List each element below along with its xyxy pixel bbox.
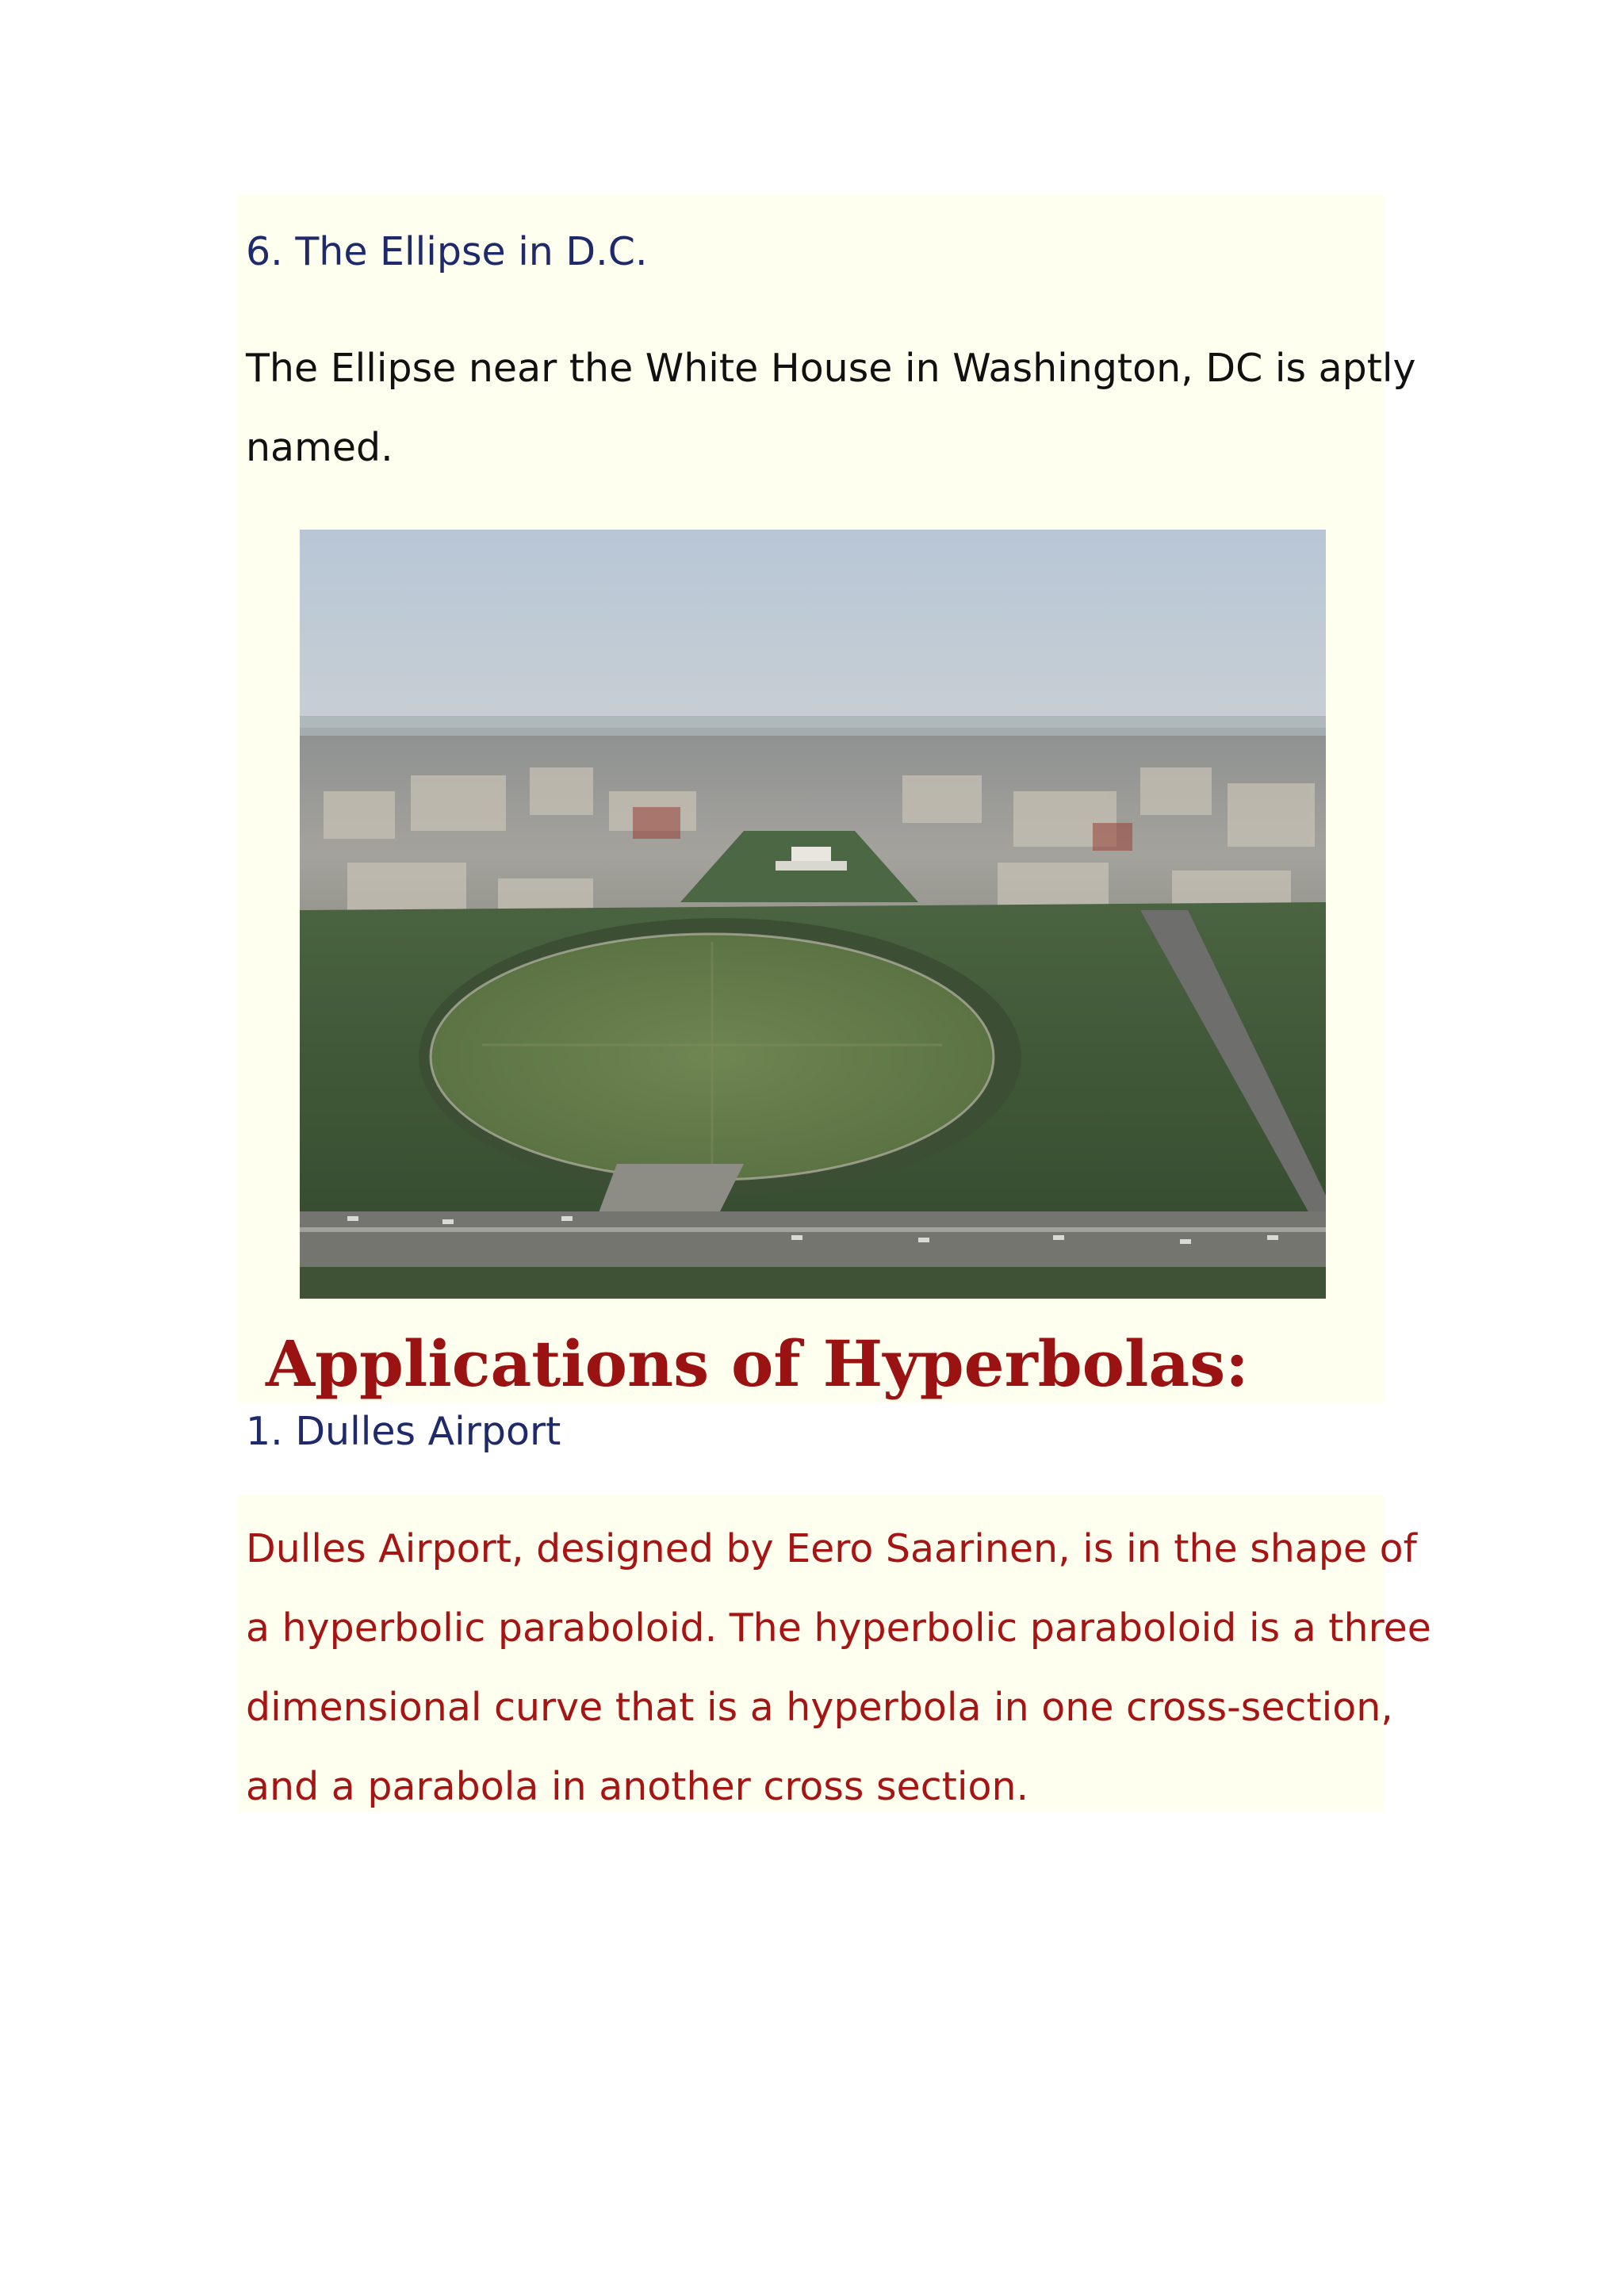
ellipse-aerial-photo xyxy=(300,530,1326,1299)
dulles-body-line-3: dimensional curve that is a hyperbola in one cross-section, xyxy=(246,1685,1393,1730)
ellipse-body-line-1: The Ellipse near the White House in Washington, DC is aptly xyxy=(246,346,1416,391)
ellipse-body-line-2: named. xyxy=(246,425,393,470)
dulles-body-line-2: a hyperbolic paraboloid. The hyperbolic paraboloid is a three xyxy=(246,1605,1431,1651)
applications-of-hyperbolas-title: Applications of Hyperbolas: xyxy=(266,1326,1249,1401)
dulles-body-line-1: Dulles Airport, designed by Eero Saarinen, is in the shape of xyxy=(246,1526,1417,1571)
aerial-photo-drawing xyxy=(300,530,1326,1299)
section-heading-ellipse: 6. The Ellipse in D.C. xyxy=(246,229,648,274)
section-heading-dulles-airport: 1. Dulles Airport xyxy=(246,1409,561,1454)
dulles-body-line-4: and a parabola in another cross section. xyxy=(246,1764,1029,1809)
